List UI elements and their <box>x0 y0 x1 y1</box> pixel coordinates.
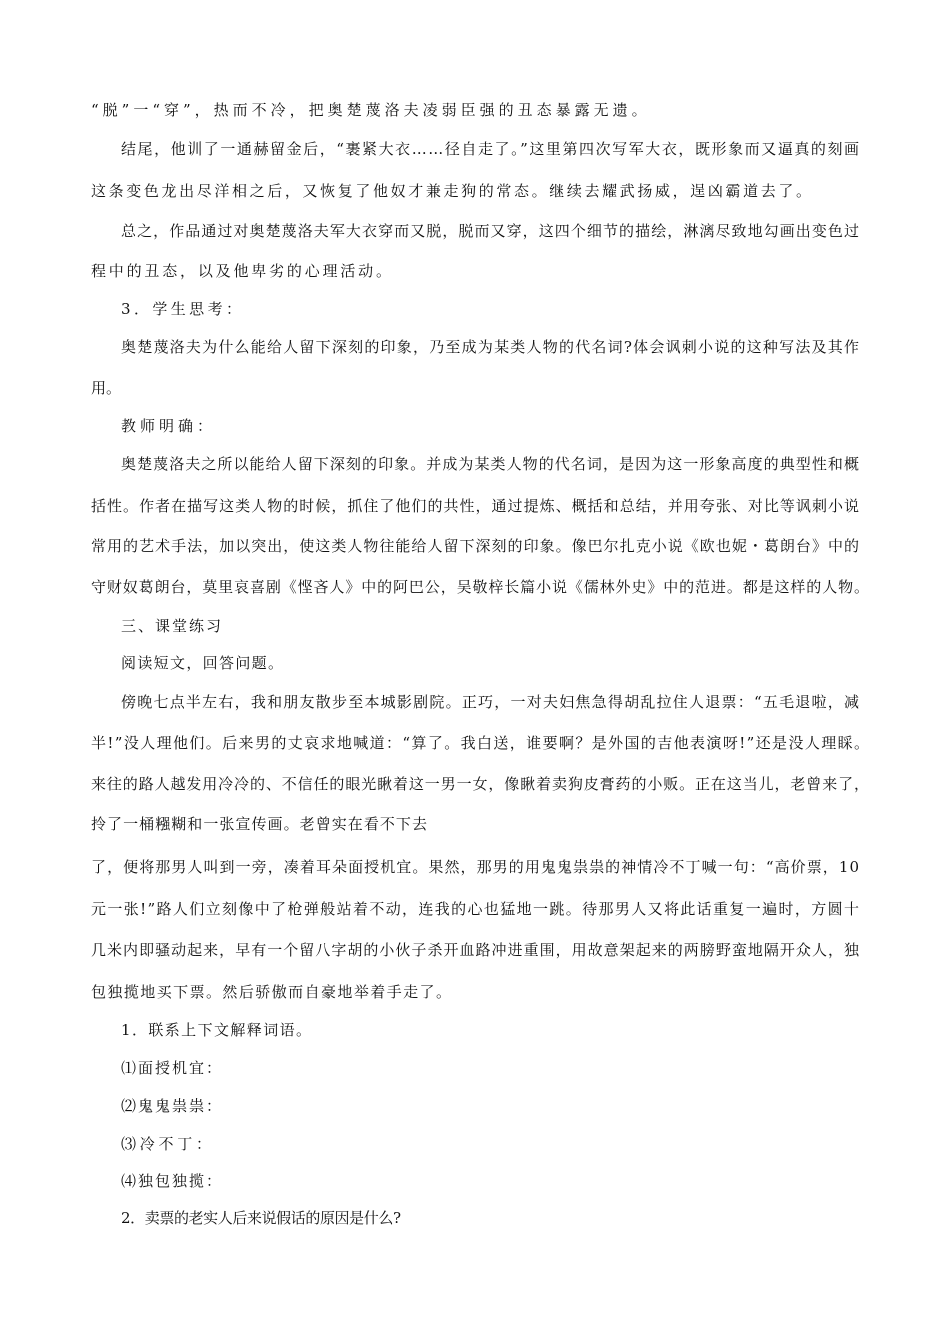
sub-question: ⑵鬼鬼祟祟： <box>121 1097 223 1115</box>
paragraph-line: 用。 <box>91 379 121 397</box>
sub-question: ⑴面授机宜： <box>121 1059 223 1077</box>
paragraph-line: 半!”没人理他们。后来男的丈哀求地喊道：“算了。我白送，谁要啊？是外国的吉他表演呀!”还是没人理睬。 <box>91 734 871 752</box>
paragraph-line: 守财奴葛朗台，莫里哀喜剧《悭吝人》中的阿巴公，吴敬梓长篇小说《儒林外史》中的范进。都是这样的人物。 <box>91 578 870 596</box>
paragraph-line: 总之，作品通过对奥楚蔑洛夫军大衣穿而又脱，脱而又穿，这四个细节的描绘，淋漓尽致地勾画出变色过 <box>121 222 861 240</box>
paragraph-line: 奥楚蔑洛夫之所以能给人留下深刻的印象。并成为某类人物的代名词，是因为这一形象高度的典型性和概 <box>121 455 861 473</box>
section-heading: 3．学生思考： <box>121 300 245 318</box>
paragraph-line: 奥楚蔑洛夫为什么能给人留下深刻的印象，乃至成为某类人物的代名词?体会讽刺小说的这种写法及其作 <box>121 338 861 356</box>
paragraph-line: 几米内即骚动起来，早有一个留八字胡的小伙子杀开血路冲进重围，用故意架起来的两膀野蛮地隔开众人，独 <box>91 941 861 959</box>
section-heading: 三、课堂练习 <box>121 617 223 635</box>
paragraph-line: “脱”一“穿”，热而不冷，把奥楚蔑洛夫凌弱臣强的丑态暴露无遗。 <box>91 101 651 119</box>
sub-question: ⑷独包独揽： <box>121 1172 223 1190</box>
paragraph-line: 常用的艺术手法，加以突出，使这类人物往能给人留下深刻的印象。像巴尔扎克小说《欧也妮・葛朗台》中的 <box>91 537 861 555</box>
paragraph-line: 傍晚七点半左右，我和朋友散步至本城影剧院。正巧，一对夫妇焦急得胡乱拉住人退票：“五毛退啦，减 <box>121 693 861 711</box>
paragraph-line: 阅读短文，回答问题。 <box>121 654 285 672</box>
paragraph-line: 包独揽地买下票。然后骄傲而自豪地举着手走了。 <box>91 983 453 1001</box>
paragraph-line: 了，便将那男人叫到一旁，凑着耳朵面授机宜。果然，那男的用鬼鬼祟祟的神情冷不丁喊一句：“高价票，10 <box>91 858 861 876</box>
paragraph-line: 程中的丑态，以及他卑劣的心理活动。 <box>91 262 394 280</box>
paragraph-line: 这条变色龙出尽洋相之后，又恢复了他奴才兼走狗的常态。继续去耀武扬威，逞凶霸道去了。 <box>91 182 814 200</box>
section-heading: 教师明确： <box>121 417 217 435</box>
paragraph-line: 结尾，他训了一通赫留金后，“裹紧大衣……径自走了。”这里第四次写军大衣，既形象而又逼真的刻画 <box>121 140 861 158</box>
question-heading: 1．联系上下文解释词语。 <box>121 1021 313 1039</box>
question-heading: 2．卖票的老实人后来说假话的原因是什么? <box>121 1209 401 1227</box>
paragraph-line: 元一张!”路人们立刻像中了枪弹般站着不动，连我的心也猛地一跳。待那男人又将此话重复一遍时，方圆十 <box>91 900 861 918</box>
paragraph-line: 括性。作者在描写这类人物的时候，抓住了他们的共性，通过提炼、概括和总结，并用夸张、对比等讽刺小说 <box>91 497 861 515</box>
paragraph-line: 拎了一桶糨糊和一张宣传画。老曾实在看不下去 <box>91 815 429 833</box>
paragraph-line: 来往的路人越发用冷冷的、不信任的眼光瞅着这一男一女，像瞅着卖狗皮膏药的小贩。正在这当儿，老曾来了， <box>91 775 870 793</box>
sub-question: ⑶冷不丁： <box>121 1135 215 1153</box>
